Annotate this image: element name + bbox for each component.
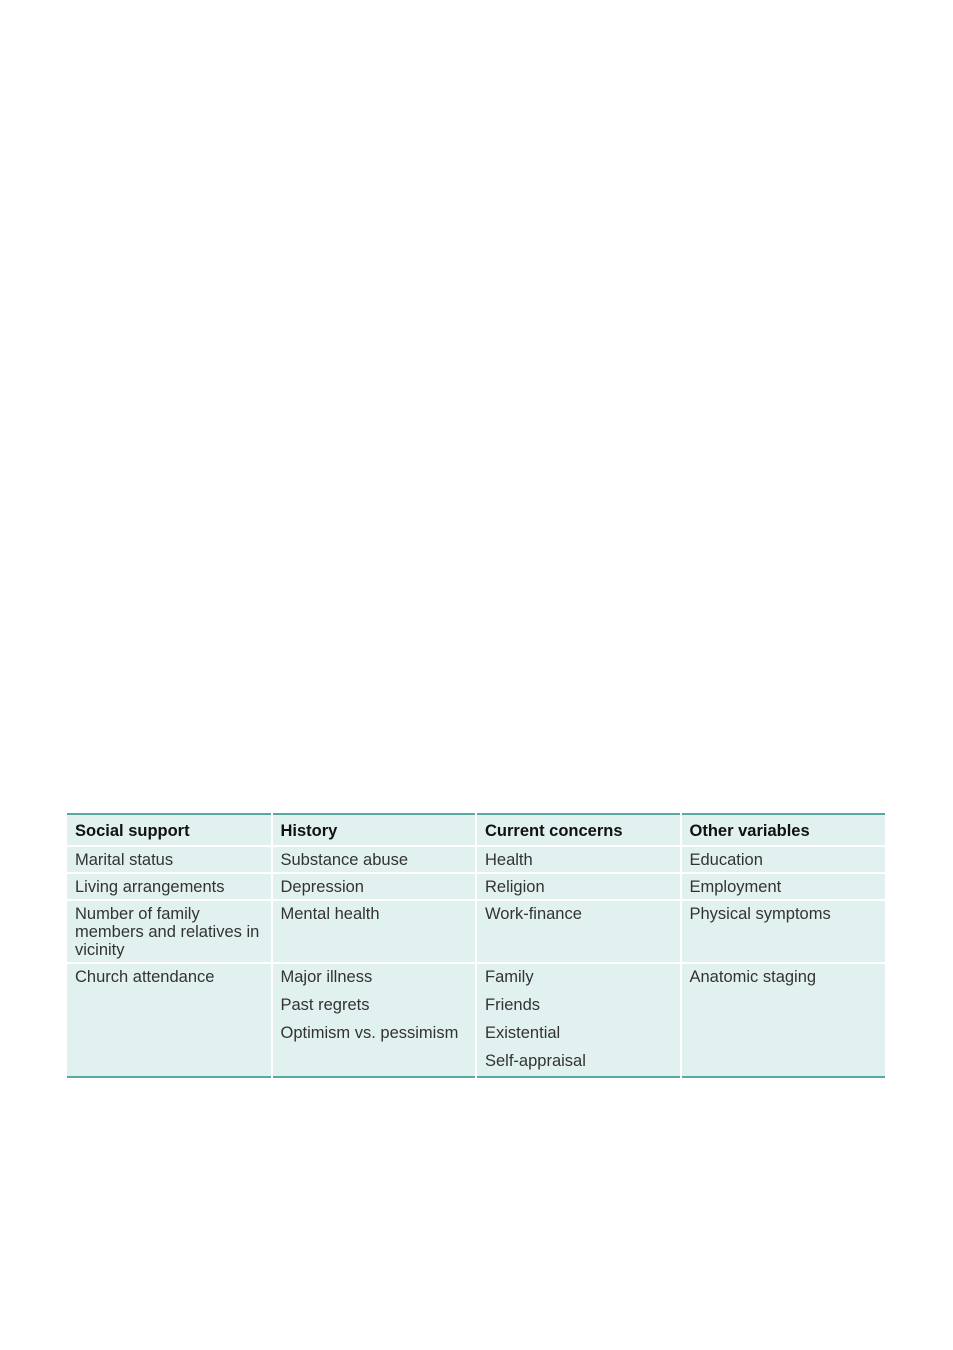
- table-row: [67, 963, 885, 1077]
- cell-line: Past regrets: [280, 996, 370, 1014]
- table-cell: Depression: [272, 873, 477, 900]
- cell-line: Friends: [485, 996, 541, 1014]
- table-cell: Physical symptoms: [681, 900, 886, 963]
- table-row: [67, 900, 885, 963]
- table-cell: Work-finance: [476, 900, 681, 963]
- cell-line: Anatomic staging: [689, 968, 817, 986]
- cell-line: Family: [485, 968, 534, 986]
- cell-line: Church attendance: [75, 968, 215, 986]
- cell-line: Existential: [485, 1024, 561, 1042]
- cell-line: Major illness: [280, 968, 373, 986]
- table-cell: Education: [681, 846, 886, 873]
- table-cell: Marital status: [67, 846, 272, 873]
- variables-table-container: [67, 813, 885, 1078]
- table-cell: [67, 900, 272, 963]
- header-other-variables: Other variables: [681, 814, 886, 846]
- cell-line: Optimism vs. pessimism: [280, 1024, 459, 1042]
- table-cell: Employment: [681, 873, 886, 900]
- table-cell: Living arrangements: [67, 873, 272, 900]
- header-history: History: [272, 814, 477, 846]
- table-cell: Substance abuse: [272, 846, 477, 873]
- variables-table: [67, 813, 885, 1078]
- header-social-support: Social support: [67, 814, 272, 846]
- table-cell: Religion: [476, 873, 681, 900]
- table-cell: [67, 963, 272, 1077]
- table-cell: Health: [476, 846, 681, 873]
- table-cell: [272, 963, 477, 1077]
- table-cell: [681, 963, 886, 1077]
- table-row: [67, 873, 885, 900]
- header-current-concerns: Current concerns: [476, 814, 681, 846]
- table-cell-text: Number of family members and relatives in vicinity: [75, 905, 260, 959]
- table-cell: [476, 963, 681, 1077]
- table-cell: Mental health: [272, 900, 477, 963]
- table-header-row: [67, 814, 885, 846]
- table-row: [67, 846, 885, 873]
- cell-line: Self-appraisal: [485, 1052, 586, 1070]
